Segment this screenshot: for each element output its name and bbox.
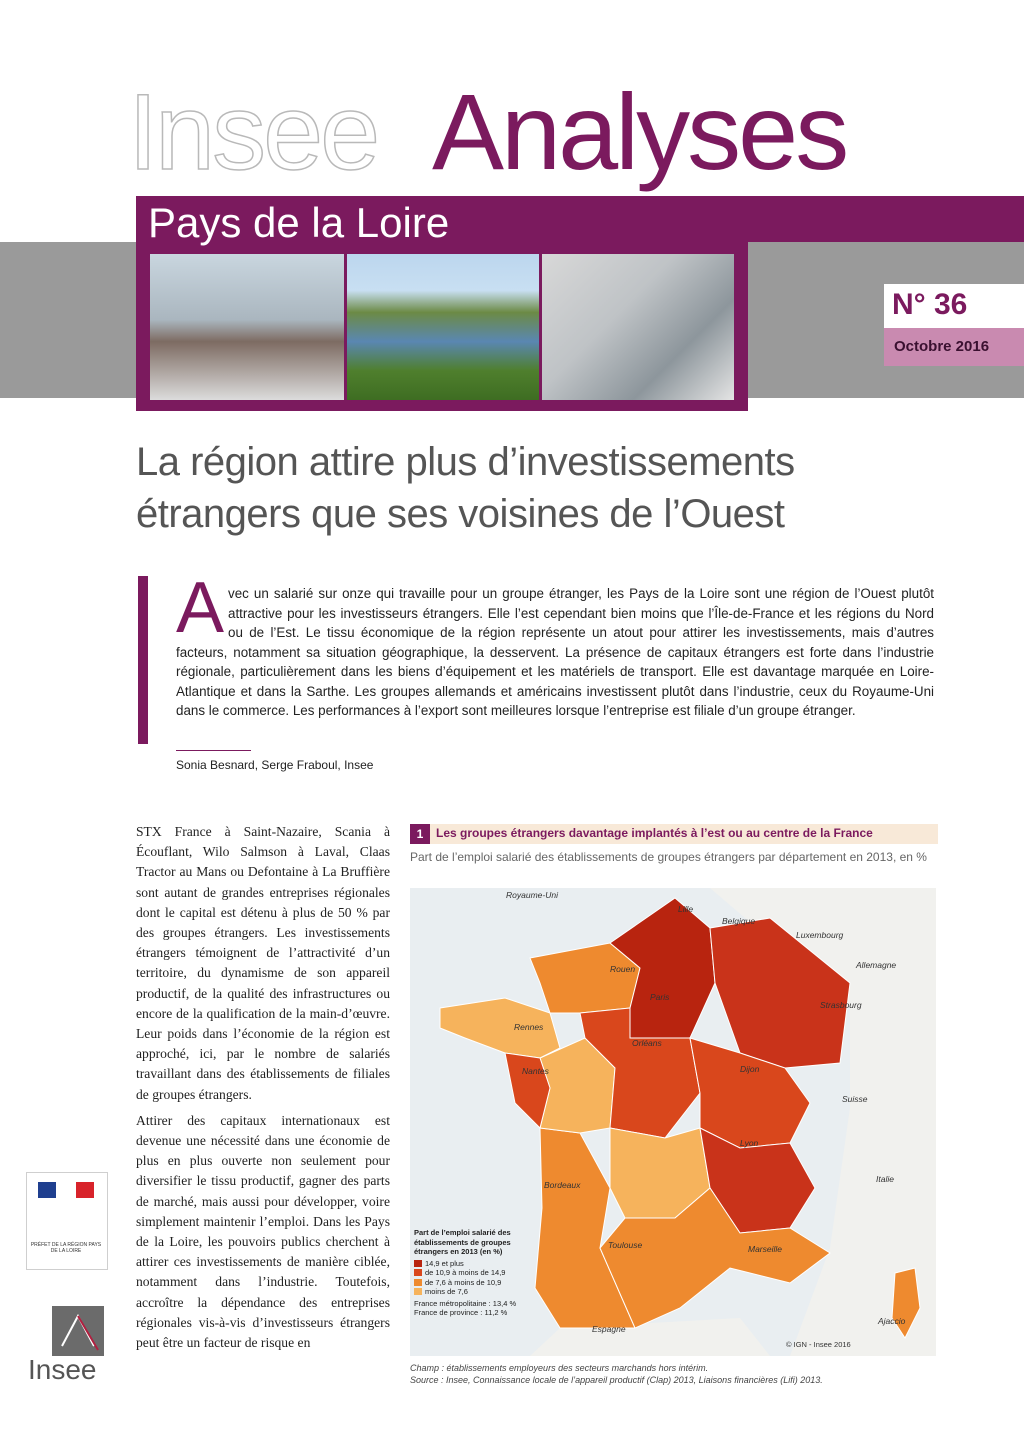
- legend-swatch-2: [414, 1269, 422, 1276]
- map-label-lyon: Lyon: [740, 1138, 759, 1148]
- lead-accent-bar: [138, 576, 148, 744]
- map-label-italie: Italie: [876, 1174, 894, 1184]
- region-name: Pays de la Loire: [148, 199, 450, 246]
- legend-swatch-4: [414, 1288, 422, 1295]
- marianne-flag-icon: [38, 1182, 94, 1198]
- figure-notes: [410, 1362, 940, 1386]
- legend-swatch-3: [414, 1279, 422, 1286]
- legend-metro: France métropolitaine : 13,4 %: [414, 1298, 517, 1308]
- figure-title: Les groupes étrangers davantage implantés à l’est ou au centre de la France: [436, 826, 873, 840]
- body-paragraph-1: STX France à Saint-Nazaire, Scania à Écouflant, Wilo Salmson à Laval, Claas Tractor au Mans ou Defontaine à La Bruffière sont autant de grandes entreprises régionales dont le capital est détenu à plus de 50 % par des groupes étrangers. Les investissements étrangers témoignent de l’attractivité d’un territoire, du dynamisme de son appareil productif, de la qualité des infrastructures ou encore de la qualification de la main-d’œuvre. Leur poids dans l’économie de la région est approché, ici, par le nombre de salariés travaillant dans des établissements de filiales de groupes étrangers.: [136, 824, 390, 1102]
- map-label-belgique: Belgique: [722, 916, 756, 926]
- brand-analyses: Analyses: [432, 71, 847, 192]
- photo-factory-workers: [542, 254, 734, 400]
- legend-province: France de province : 11,2 %: [414, 1308, 508, 1317]
- legend-item: de 10,9 à moins de 14,9: [414, 1268, 534, 1278]
- insee-logo-icon: [52, 1306, 104, 1356]
- map-label-royaume-uni: Royaume-Uni: [506, 890, 558, 900]
- issue-number: N° 36: [892, 288, 968, 321]
- figure-field-note: Champ : établissements employeurs des secteurs marchands hors intérim.: [410, 1363, 709, 1373]
- map-label-orleans: Orléans: [632, 1038, 662, 1048]
- map-legend: [414, 1228, 534, 1318]
- legend-swatch-1: [414, 1260, 422, 1267]
- map-label-allemagne: Allemagne: [856, 960, 897, 970]
- issue-date: Octobre 2016: [894, 338, 990, 355]
- map-copyright: © IGN - Insee 2016: [786, 1340, 851, 1349]
- figure-source-note: Source : Insee, Connaissance locale de l’appareil productif (Clap) 2013, Liaisons financières (Lifi) 2013.: [410, 1375, 823, 1385]
- map-label-strasbourg: Strasbourg: [820, 1000, 862, 1010]
- lead-dropcap: A: [176, 568, 225, 648]
- map-label-luxembourg: Luxembourg: [796, 930, 844, 940]
- legend-item: moins de 7,6: [414, 1287, 534, 1297]
- lead-paragraph: [176, 584, 934, 721]
- prefet-logo-text: PRÉFET DE LA RÉGION PAYS DE LA LOIRE: [30, 1242, 102, 1254]
- brand-insee: Insee: [128, 71, 378, 192]
- body-paragraph-2: Attirer des capitaux internationaux est devenue une nécessité dans une économie de plus en plus ouverte non seulement pour diversifier le tissu productif, gagner des parts de marché, mais aussi pour développer, voire simplement maintenir l’emploi. Dans les Pays de la Loire, les pouvoirs publics cherchent à attirer ces investissements de manière ciblée, notamment dans l’industrie. Toutefois, accroître la dépendance des entreprises régionales vis-à-vis d’investisseurs étrangers peut être un facteur de risque en: [136, 1112, 390, 1351]
- legend-title: Part de l’emploi salarié des établissements de groupes étrangers en 2013 (en %): [414, 1228, 511, 1256]
- legend-item: de 7,6 à moins de 10,9: [414, 1278, 534, 1288]
- map-label-ajaccio: Ajaccio: [878, 1316, 906, 1326]
- map-label-paris: Paris: [650, 992, 670, 1002]
- photo-pedestrians: [150, 254, 344, 400]
- map-label-marseille: Marseille: [748, 1244, 783, 1254]
- authors: Sonia Besnard, Serge Fraboul, Insee: [176, 758, 374, 772]
- map-label-espagne: Espagne: [592, 1324, 626, 1334]
- map-label-suisse: Suisse: [842, 1094, 868, 1104]
- map-label-toulouse: Toulouse: [608, 1240, 643, 1250]
- map-label-nantes: Nantes: [522, 1066, 549, 1076]
- page-title: La région attire plus d’investissements étrangers que ses voisines de l’Ouest: [136, 440, 795, 536]
- map-label-rennes: Rennes: [514, 1022, 544, 1032]
- legend-item: 14,9 et plus: [414, 1259, 534, 1269]
- lead-text: vec un salarié sur onze qui travaille pour un groupe étranger, les Pays de la Loire sont une région de l’Ouest plutôt attractive pour les investisseurs étrangers. Elle l’est cependant bien moins que l’Île-de-France et les régions du Nord ou de l’Est. Le tissu économique de la région représente un atout pour attirer les investissements, mais d’autres facteurs, notamment sa situation géographique, la desservent. La présence de capitaux étrangers est forte dans l’industrie régionale, particulièrement dans les biens d’équipement et les matériels de transport. Elle est davantage marquée en Loire-Atlantique et dans la Sarthe. Les groupes allemands et américains investissent plutôt dans l’industrie, ceux du Royaume-Uni dans le commerce. Les performances à l’export sont meilleures lorsque l’entreprise est filiale d’un groupe étranger.: [176, 586, 934, 718]
- figure-subtitle: Part de l’emploi salarié des établissements de groupes étrangers par département en 2013, en %: [410, 850, 927, 864]
- figure-number: 1: [410, 824, 430, 844]
- map-label-rouen: Rouen: [610, 964, 636, 974]
- map-label-lille: Lille: [678, 904, 694, 914]
- photo-loire-river: [347, 254, 539, 400]
- body-column: [136, 822, 390, 1359]
- map-label-bordeaux: Bordeaux: [544, 1180, 581, 1190]
- masthead-purple-band: [748, 196, 1024, 242]
- insee-logo-word: Insee: [28, 1354, 97, 1385]
- author-divider: [176, 750, 251, 751]
- map-label-dijon: Dijon: [740, 1064, 760, 1074]
